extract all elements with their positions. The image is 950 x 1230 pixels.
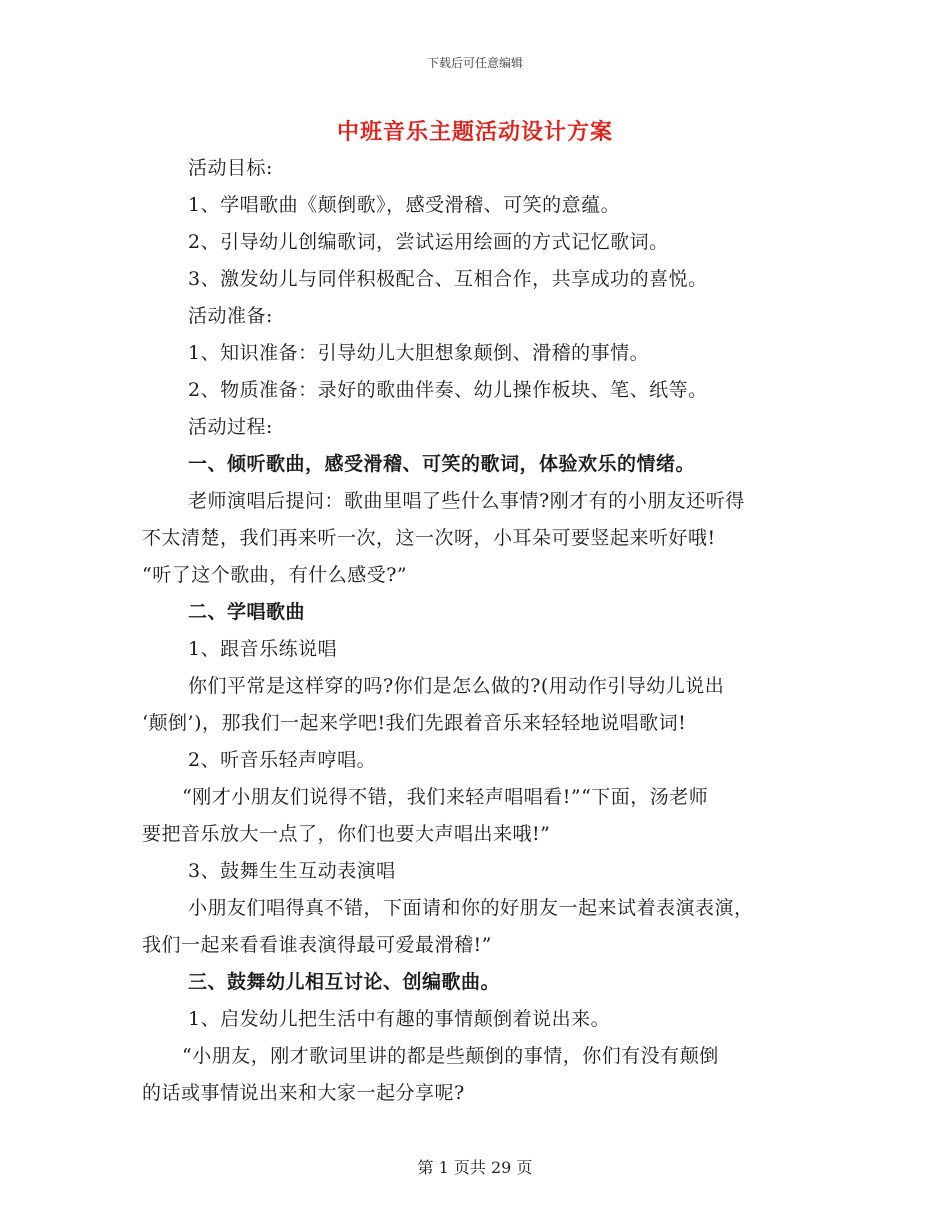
document-body — [142, 150, 810, 1112]
section-heading-goals: 活动目标: — [188, 157, 273, 179]
goal-item: 1、学唱歌曲《颠倒歌》，感受滑稽、可笑的意蕴。 — [188, 194, 621, 216]
sub-step: 2、听音乐轻声哼唱。 — [188, 749, 377, 771]
sub-step: 1、跟音乐练说唱 — [188, 638, 338, 660]
paragraph-line: ‘颠倒’)，那我们一起来学吧!我们先跟着音乐来轻轻地说唱歌词! — [142, 712, 687, 734]
paragraph-line: “听了这个歌曲，有什么感受?” — [142, 564, 408, 586]
goal-item: 3、激发幼儿与同伴积极配合、互相合作，共享成功的喜悦。 — [188, 268, 708, 290]
paragraph-line: 要把音乐放大一点了，你们也要大声唱出来哦!” — [142, 823, 551, 845]
preparation-item: 2、物质准备：录好的歌曲伴奏、幼儿操作板块、笔、纸等。 — [188, 379, 708, 401]
paragraph-line: 老师演唱后提问：歌曲里唱了些什么事情?刚才有的小朋友还听得 — [188, 490, 745, 512]
sub-step: 3、鼓舞生生互动表演唱 — [188, 860, 396, 882]
paragraph-line: “刚才小朋友们说得不错，我们来轻声唱唱看!”“下面，汤老师 — [182, 786, 709, 808]
paragraph-line: 小朋友们唱得真不错，下面请和你的好朋友一起来试着表演表演， — [188, 897, 754, 919]
header-note: 下载后可任意编辑 — [426, 56, 523, 70]
process-step-heading: 三、鼓舞幼儿相互讨论、创编歌曲。 — [188, 971, 501, 993]
sub-step: 1、启发幼儿把生活中有趣的事情颠倒着说出来。 — [188, 1008, 611, 1030]
page-footer: 第 1 页共 29 页 — [417, 1158, 533, 1177]
preparation-item: 1、知识准备：引导幼儿大胆想象颠倒、滑稽的事情。 — [188, 342, 650, 364]
process-step-heading: 一、倾听歌曲，感受滑稽、可笑的歌词，体验欢乐的情绪。 — [188, 453, 696, 475]
goal-item: 2、引导幼儿创编歌词，尝试运用绘画的方式记忆歌词。 — [188, 231, 669, 253]
paragraph-line: 不太清楚，我们再来听一次，这一次呀，小耳朵可要竖起来听好哦! — [142, 527, 716, 549]
document-title: 中班音乐主题活动设计方案 — [336, 119, 613, 145]
section-heading-preparation: 活动准备: — [188, 305, 273, 327]
paragraph-line: 我们一起来看看谁表演得最可爱最滑稽!” — [142, 934, 492, 956]
process-step-heading: 二、学唱歌曲 — [188, 601, 306, 623]
paragraph-line: “小朋友，刚才歌词里讲的都是些颠倒的事情，你们有没有颠倒 — [182, 1045, 719, 1067]
section-heading-process: 活动过程: — [188, 416, 273, 438]
paragraph-line: 的话或事情说出来和大家一起分享呢? — [142, 1082, 465, 1104]
paragraph-line: 你们平常是这样穿的吗?你们是怎么做的?(用动作引导幼儿说出 — [188, 675, 725, 697]
